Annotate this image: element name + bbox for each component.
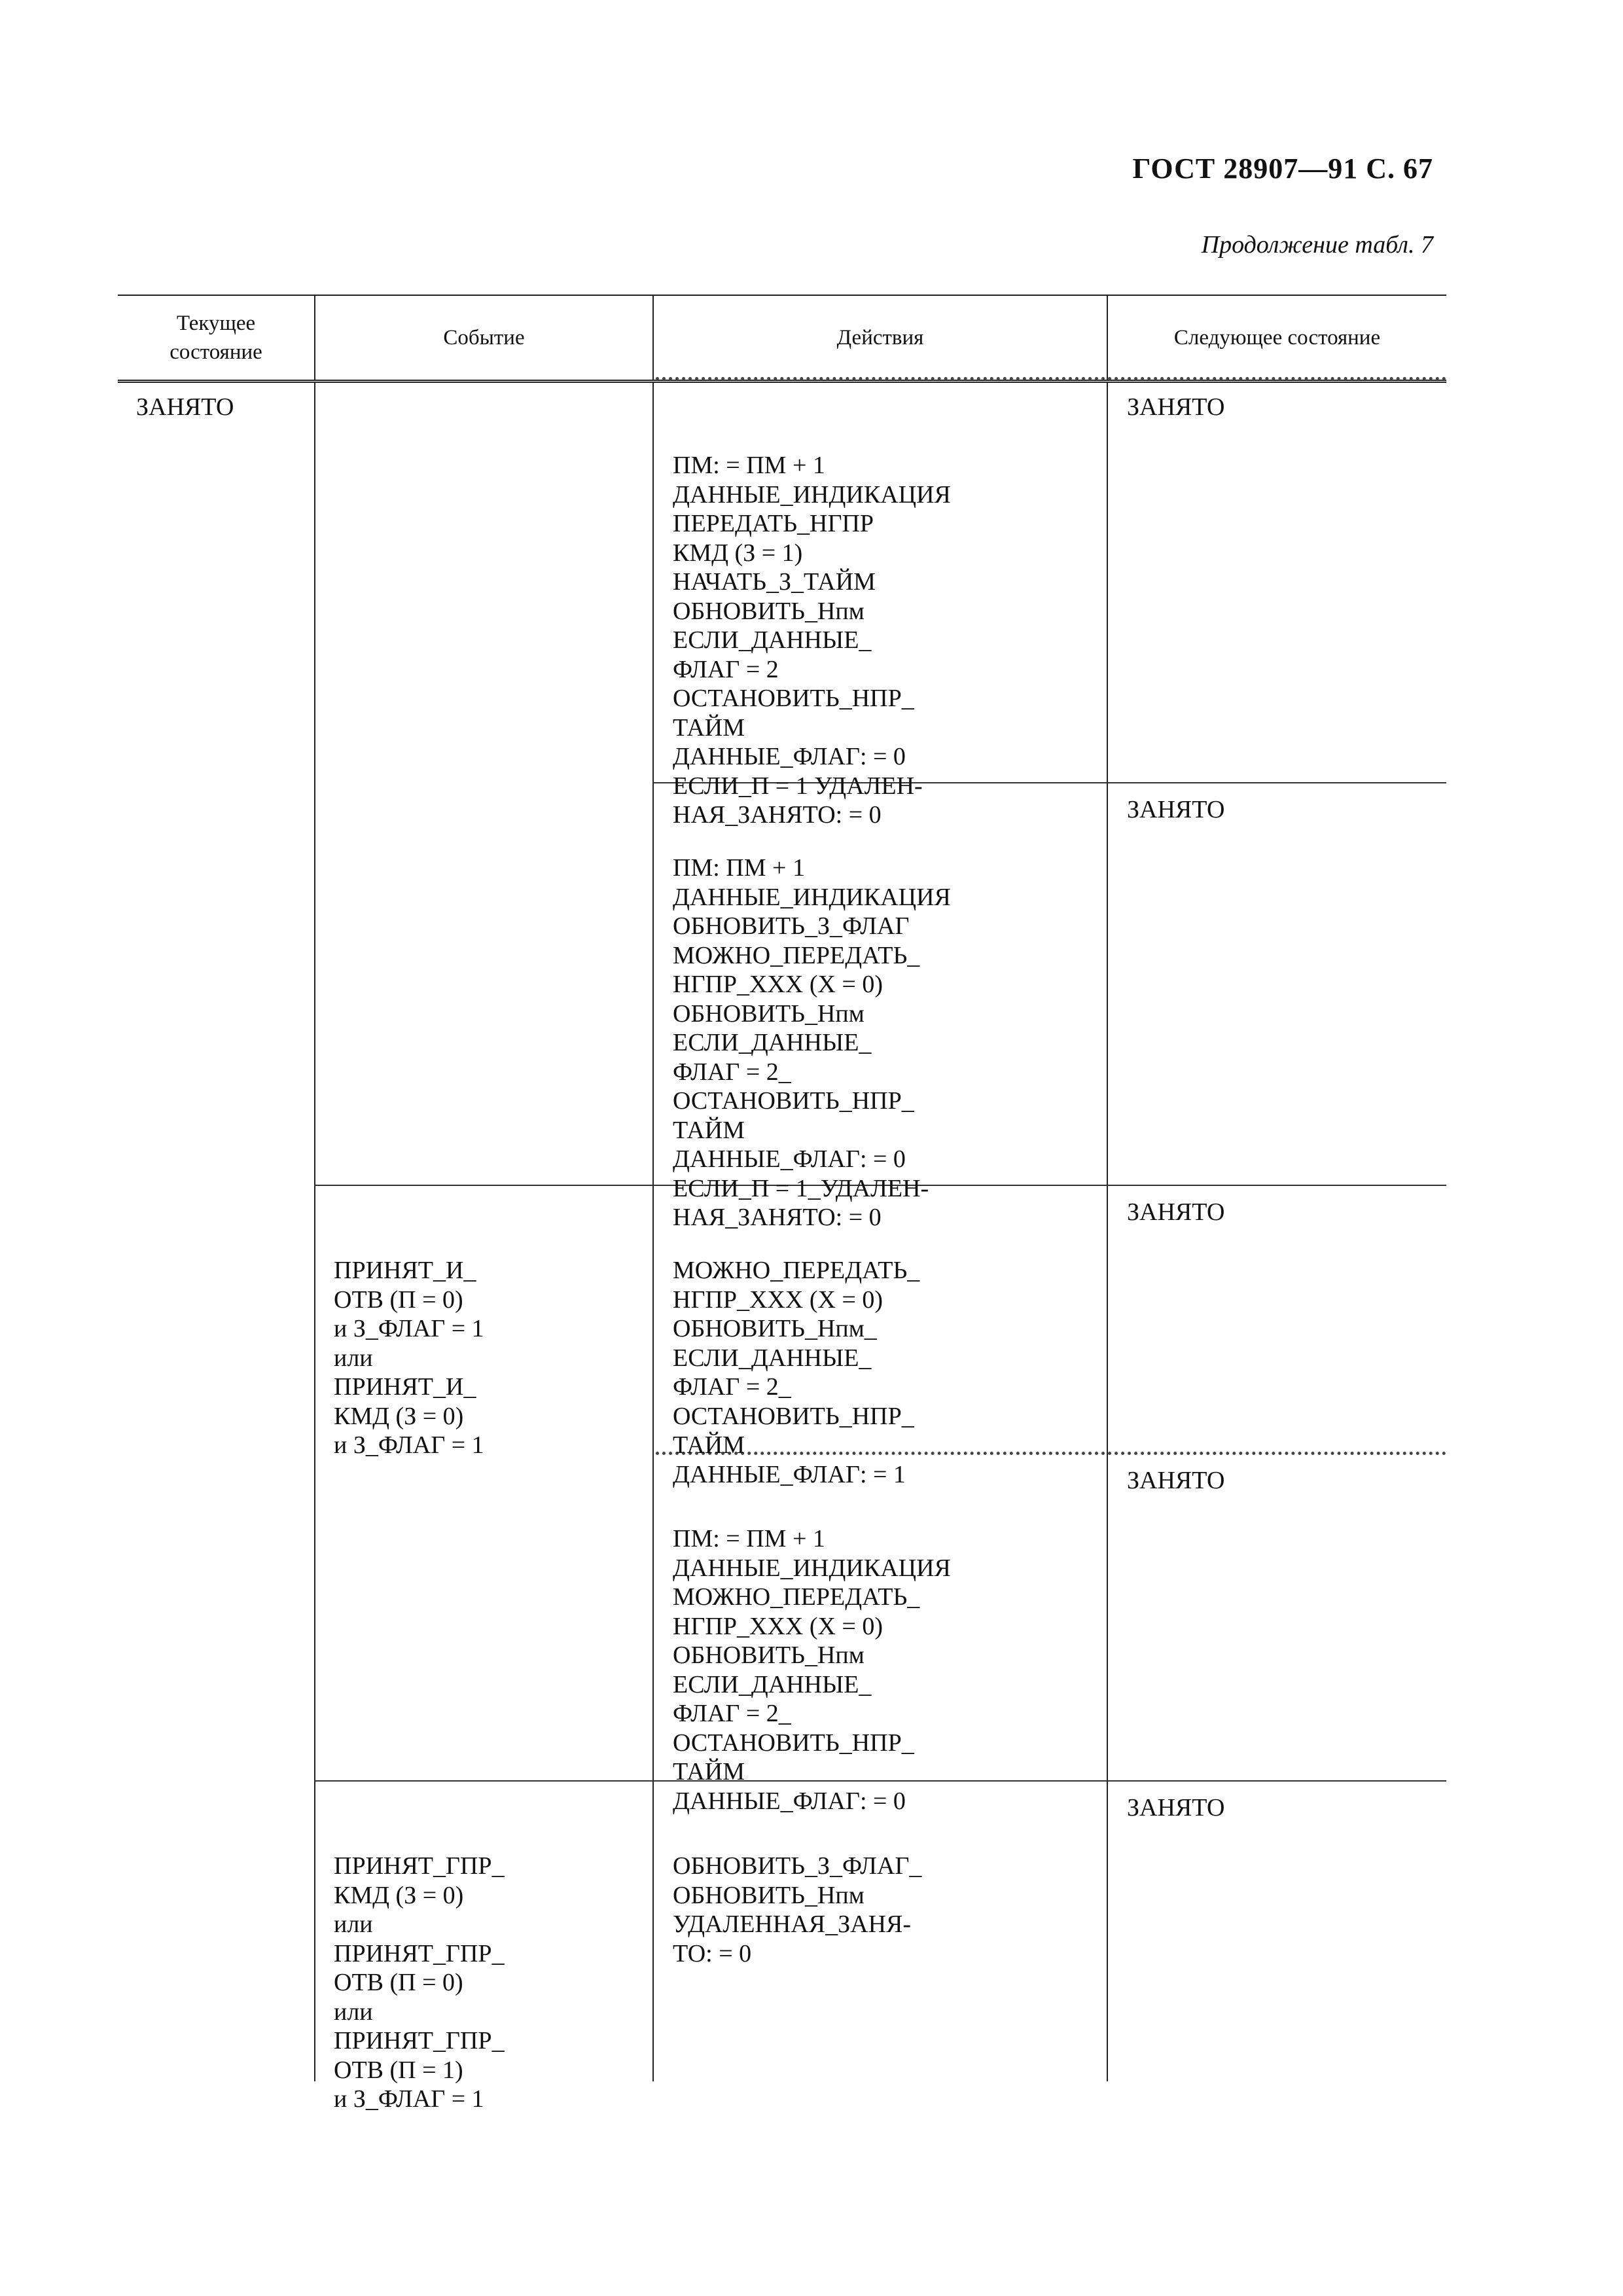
next-state-cell: ЗАНЯТО — [1127, 1467, 1225, 1494]
page-header: ГОСТ 28907—91 С. 67 — [1132, 152, 1433, 185]
column-header-next-state: Следующее состояние — [1173, 326, 1381, 350]
column-divider — [314, 383, 315, 2081]
event-cell: ПРИНЯТ_ГПР_ КМД (З = 0) или ПРИНЯТ_ГПР_ ОТВ (П = 0) или ПРИНЯТ_ГПР_ ОТВ (П = 1) и З_ФЛАГ = 1 — [334, 1852, 505, 2113]
table-header — [118, 295, 1446, 383]
next-state-cell: ЗАНЯТО — [1127, 393, 1225, 421]
event-cell: ПРИНЯТ_И_ ОТВ (П = 0) и З_ФЛАГ = 1 или ПРИНЯТ_И_ КМД (З = 0) и З_ФЛАГ = 1 — [334, 1257, 484, 1459]
next-state-cell: ЗАНЯТО — [1127, 1198, 1225, 1226]
actions-cell: МОЖНО_ПЕРЕДАТЬ_ НГПР_ХХХ (Х = 0) ОБНОВИТЬ_Нпм_ ЕСЛИ_ДАННЫЕ_ ФЛАГ = 2_ ОСТАНОВИТЬ_НПР_ ТАЙМ ДАННЫЕ_ФЛАГ: = 1 — [673, 1257, 920, 1488]
current-state-cell: ЗАНЯТО — [136, 393, 234, 421]
column-divider — [652, 383, 654, 2081]
state-table — [118, 295, 1446, 2113]
actions-cell: ОБНОВИТЬ_З_ФЛАГ_ ОБНОВИТЬ_Нпм УДАЛЕННАЯ_ЗАНЯ- ТО: = 0 — [673, 1852, 922, 1967]
column-header-current-state: Текущее состояние — [169, 312, 262, 364]
header-divider — [652, 295, 654, 380]
next-state-cell: ЗАНЯТО — [1127, 1794, 1225, 1821]
header-divider — [1107, 295, 1108, 380]
table-continuation-note: Продолжение табл. 7 — [1201, 231, 1433, 259]
dotted-separator — [656, 377, 1446, 380]
column-divider — [1107, 383, 1108, 2081]
actions-cell: ПМ: ПМ + 1 ДАННЫЕ_ИНДИКАЦИЯ ОБНОВИТЬ_З_ФЛАГ МОЖНО_ПЕРЕДАТЬ_ НГПР_ХХХ (Х = 0) ОБНОВИТЬ_Нпм ЕСЛИ_ДАННЫЕ_ ФЛАГ = 2_ ОСТАНОВИТЬ_НПР_ ТАЙМ ДАННЫЕ_ФЛАГ: = 0 ЕСЛИ_П = 1_УДАЛЕН- НАЯ_ЗАНЯТО: = 0 — [673, 854, 951, 1231]
column-header-actions: Действия — [836, 326, 924, 350]
actions-cell: ПМ: = ПМ + 1 ДАННЫЕ_ИНДИКАЦИЯ МОЖНО_ПЕРЕДАТЬ_ НГПР_ХХХ (Х = 0) ОБНОВИТЬ_Нпм ЕСЛИ_ДАННЫЕ_ ФЛАГ = 2_ ОСТАНОВИТЬ_НПР_ ТАЙМ ДАННЫЕ_ФЛАГ: = 0 — [673, 1525, 951, 1815]
column-header-event: Событие — [443, 326, 525, 350]
header-divider — [314, 295, 315, 380]
next-state-cell: ЗАНЯТО — [1127, 796, 1225, 823]
actions-cell: ПМ: = ПМ + 1 ДАННЫЕ_ИНДИКАЦИЯ ПЕРЕДАТЬ_НГПР КМД (З = 1) НАЧАТЬ_З_ТАЙМ ОБНОВИТЬ_Нпм ЕСЛИ_ДАННЫЕ_ ФЛАГ = 2 ОСТАНОВИТЬ_НПР_ ТАЙМ ДАННЫЕ_ФЛАГ: = 0 ЕСЛИ_П = 1 УДАЛЕН- НАЯ_ЗАНЯТО: = 0 — [673, 452, 951, 829]
